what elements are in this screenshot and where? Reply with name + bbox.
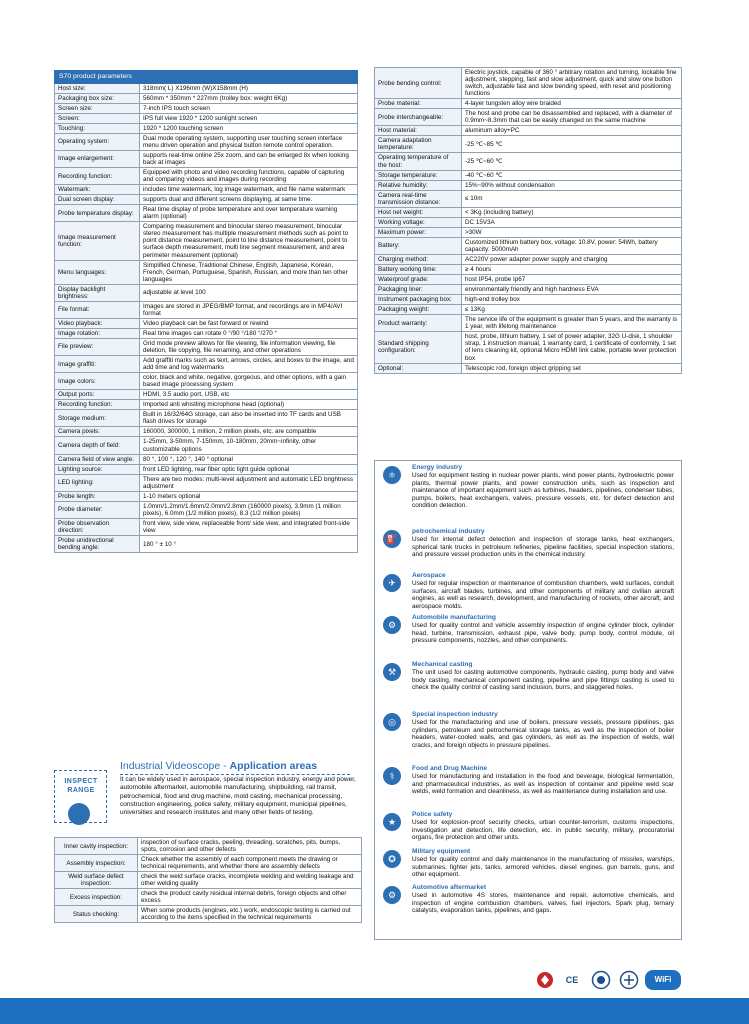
parameter-value: 1.0mm/1.2mm/1.6mm/2.0mm/2.8mm (160000 pixels), 3.9mm (1 million pixels), 6.0mm (1/2 million pixels), 8.3 (1/2 million pixels) bbox=[140, 501, 358, 518]
parameter-value: 7-inch IPS touch screen bbox=[140, 103, 358, 113]
table-row bbox=[55, 318, 358, 328]
parameter-value: 160000, 300000, 1 million, 2 million pixels, etc. are compatible bbox=[140, 427, 358, 437]
parameter-name: Recording function: bbox=[55, 168, 140, 185]
parameter-value: 560mm * 350mm * 227mm (trolley box: weight 6Kg) bbox=[140, 93, 358, 103]
table-row bbox=[55, 889, 362, 906]
parameter-name: Probe diameter: bbox=[55, 501, 140, 518]
table-row bbox=[375, 170, 682, 180]
parameter-name: Packaging liner: bbox=[375, 285, 462, 295]
parameter-value: Electric joystick, capable of 360 ° arbitrary rotation and turning, lockable fine adjustment, stepping, fast and slow adjustment, quick and slow one button switch, adjustable fast and slow bending speed, with reset and positioning functions bbox=[462, 68, 682, 99]
parameter-name: Battery working time: bbox=[375, 265, 462, 275]
table-row bbox=[375, 285, 682, 295]
inspection-type: Status checking: bbox=[55, 906, 138, 923]
table-row bbox=[55, 113, 358, 123]
parameter-value: color, black and white, negative, gorgeous, and other options, with a gain based image processing system bbox=[140, 373, 358, 390]
table-row bbox=[55, 501, 358, 518]
badge-label bbox=[56, 778, 106, 796]
table-row bbox=[55, 205, 358, 222]
application-title: Automobile manufacturing bbox=[412, 614, 496, 621]
automotive-aftermarket-icon: ⚙ bbox=[383, 886, 401, 904]
wifi-logo-icon: WiFi bbox=[645, 970, 681, 990]
parameter-value: There are two modes: multi-level adjustment and automatic LED brightness adjustment bbox=[140, 474, 358, 491]
parameter-value: ≤ 10m bbox=[462, 190, 682, 207]
parameter-value: Comparing measurement and binocular stereo measurement, binocular stereo measurement has multiple measurement methods such as point to point distance measurement, point to line distance measurement, point to surface depth measurement, multi line segment measurement, and area perimeter measurement (optional) bbox=[140, 222, 358, 260]
parameter-value: Built in 16/32/64G storage, can also be inserted into TF cards and USB flash drives for storage bbox=[140, 410, 358, 427]
parameter-name: Recording function: bbox=[55, 400, 140, 410]
parameter-value: -40 ℃~60 ℃ bbox=[462, 170, 682, 180]
applications-list bbox=[374, 460, 682, 940]
inspection-types-section bbox=[54, 837, 362, 923]
certification-logos bbox=[535, 970, 685, 990]
table-row bbox=[55, 195, 358, 205]
parameter-name: Probe bending control: bbox=[375, 68, 462, 99]
parameter-name: Operating temperature of the host: bbox=[375, 153, 462, 170]
target-icon bbox=[68, 803, 90, 825]
ce-mark-icon: CE bbox=[565, 975, 579, 985]
parameter-name: Charging method: bbox=[375, 254, 462, 264]
inspection-description: Check whether the assembly of each component meets the drawing or technical requirements, and whether there are assembly defects bbox=[138, 855, 362, 872]
petrochemical-icon: ⛽ bbox=[383, 530, 401, 548]
application-text: Used for the manufacturing and use of boilers, pressure vessels, pressure pipelines, gas cylinders, petroleum and petrochemical storage tanks, as well as the inspection of boiler headers, water-cooled walls, and gas cylinders, as well as the inspection of welds, wall cracks, and foreign objects in pressure pipelines. bbox=[412, 719, 674, 749]
parameter-value: includes time watermark, log image watermark, and file name watermark bbox=[140, 185, 358, 195]
parameters-title: S70 product parameters bbox=[55, 71, 358, 84]
parameter-value: DC 15V3A bbox=[462, 217, 682, 227]
application-text: Used for quality control and vehicle assembly inspection of engine cylinder block, cylinder head, turbine, transmission, exhaust pipe, valve body, pump body, control module, oil pressure components, nozzles, and other components. bbox=[412, 622, 674, 645]
table-row bbox=[55, 168, 358, 185]
table-row bbox=[55, 373, 358, 390]
parameter-value: environmentally friendly and high hardness EVA bbox=[462, 285, 682, 295]
footer-bar bbox=[0, 998, 749, 1024]
table-row bbox=[55, 150, 358, 167]
table-row bbox=[375, 153, 682, 170]
parameter-name: Lighting source: bbox=[55, 464, 140, 474]
parameter-name: Probe length: bbox=[55, 491, 140, 501]
table-row bbox=[55, 855, 362, 872]
parameter-value: host IP54, probe Ip67 bbox=[462, 275, 682, 285]
parameter-value: 180 ° ± 10 ° bbox=[140, 536, 358, 553]
parameter-name: Camera real-time transmission distance: bbox=[375, 190, 462, 207]
table-row bbox=[375, 315, 682, 332]
table-row bbox=[55, 133, 358, 150]
parameter-value: AC220V power adapter power supply and charging bbox=[462, 254, 682, 264]
parameter-name: Display backlight brightness: bbox=[55, 284, 140, 301]
parameter-name: Camera adaptation temperature: bbox=[375, 136, 462, 153]
inspection-description: When some products (engines, etc.) work, endoscopic testing is carried out according to the items specified in the technical requirements bbox=[138, 906, 362, 923]
product-parameters-continued-section bbox=[374, 67, 682, 374]
iso-seal-icon bbox=[619, 970, 639, 990]
application-text: Used for quality control and daily maintenance in the manufacturing of missiles, warships, submarines, fighter jets, tanks, armored vehicles, diesel engines, gun barrels, guns, and other equipment. bbox=[412, 856, 674, 879]
table-row bbox=[375, 275, 682, 285]
parameter-name: Menu languages: bbox=[55, 260, 140, 284]
table-row bbox=[55, 356, 358, 373]
parameter-name: Image measurement function: bbox=[55, 222, 140, 260]
application-text: Used for internal defect detection and inspection of storage tanks, heat exchangers, spherical tank trucks in petroleum refineries, pipeline facilities, special inspection stations, and pressure vessel production units in the chemical industry. bbox=[412, 536, 674, 559]
application-text: Used for explosion-proof security checks, urban counter-terrorism, customs inspections, investigation and detection, life detection, etc. in public security, military, procuratorial organs, fire protection and other units. bbox=[412, 819, 674, 842]
table-row bbox=[55, 222, 358, 260]
parameter-value: Dual mode operating system, supporting user touching screen interface menu driven operation and physical button remote control operation. bbox=[140, 133, 358, 150]
badge-line-1: INSPECT bbox=[64, 778, 98, 785]
parameter-name: File preview: bbox=[55, 338, 140, 355]
heading-bold: Application areas bbox=[229, 760, 318, 772]
application-text: The unit used for casting automotive components, hydraulic casting, pump body and valve body casting, mechanical component casting, pipeline and pipe fittings casting is used to check the quality control of casting sand inclusion, burrs, and staggered holes. bbox=[412, 669, 674, 692]
parameter-name: Screen: bbox=[55, 113, 140, 123]
parameter-name: Host size: bbox=[55, 83, 140, 93]
parameter-value: Imported anti whistling microphone head (optional) bbox=[140, 400, 358, 410]
parameter-value: 1-25mm, 3-50mm, 7-150mm, 10-180mm, 20mm~infinity, other customizable options bbox=[140, 437, 358, 454]
parameter-value: Customized lithium battery box, voltage: 10.8V, power: 54Wh, battery capacity: 5000mAh bbox=[462, 237, 682, 254]
parameter-value: Grid mode preview allows for file viewing, file information viewing, file deletion, file copying, file renaming, and other operations bbox=[140, 338, 358, 355]
parameter-value: 1920 * 1200 touching screen bbox=[140, 123, 358, 133]
parameter-value: 1-10 meters optional bbox=[140, 491, 358, 501]
parameter-name: Probe observation direction: bbox=[55, 518, 140, 535]
parameter-name: File format: bbox=[55, 301, 140, 318]
parameter-value: front view, side view, replaceable front/ side view, and integrated front-side view bbox=[140, 518, 358, 535]
inspection-description: check the product cavity residual internal debris, foreign objects and other excess bbox=[138, 889, 362, 906]
parameter-name: Image graffiti: bbox=[55, 356, 140, 373]
parameter-name: Packaging weight: bbox=[375, 305, 462, 315]
table-row bbox=[55, 284, 358, 301]
parameter-name: Video playback: bbox=[55, 318, 140, 328]
table-row bbox=[55, 474, 358, 491]
table-row bbox=[55, 464, 358, 474]
parameter-value: Video playback can be fast forward or rewind bbox=[140, 318, 358, 328]
table-header-row bbox=[55, 71, 358, 84]
inspection-type: Excess inspection: bbox=[55, 889, 138, 906]
application-title: Special inspection industry bbox=[412, 711, 498, 718]
table-row bbox=[375, 363, 682, 373]
product-parameters-table bbox=[54, 70, 358, 553]
table-row bbox=[55, 338, 358, 355]
aerospace-icon: ✈ bbox=[383, 574, 401, 592]
parameter-value: -25 ℃~85 ℃ bbox=[462, 136, 682, 153]
parameter-name: Maximum power: bbox=[375, 227, 462, 237]
application-title: Automotive aftermarket bbox=[412, 884, 487, 891]
application-text: Used for equipment testing in nuclear power plants, wind power plants, hydroelectric power plants, thermal power plants, and power construction units, such as inspection and maintenance of important equipment such as turbines, headers, pipelines, condenser tubes, pumps, boilers, heat exchangers, valves, pressure vessels, etc. for defect detection and condition detection. bbox=[412, 472, 674, 510]
table-row bbox=[375, 190, 682, 207]
table-row bbox=[55, 518, 358, 535]
parameter-name: Image enlargement: bbox=[55, 150, 140, 167]
inspection-description: inspection of surface cracks, peeling, threading, scratches, pits, bumps, spots, corrosion and other defects bbox=[138, 838, 362, 855]
parameter-value: 318mm( L) X196mm (W)X158mm (H) bbox=[140, 83, 358, 93]
parameter-name: Optional: bbox=[375, 363, 462, 373]
application-title: Energy industry bbox=[412, 464, 463, 471]
parameter-value: 4-layer tungsten alloy wire braided bbox=[462, 99, 682, 109]
table-row bbox=[375, 305, 682, 315]
table-row bbox=[55, 410, 358, 427]
parameter-name: Packaging box size: bbox=[55, 93, 140, 103]
parameter-value: host, probe, lithium battery, 1 set of power adapter, 32G U-disk, 1 shoulder strap, 1 instruction manual, 1 warranty card, 1 certificate of conformity, 1 set of lens cleaning kit, optional Micro HDMI link cable, portable lever protection box bbox=[462, 332, 682, 363]
parameter-name: Host material: bbox=[375, 126, 462, 136]
application-text: Used for regular inspection or maintenance of combustion chambers, weld surfaces, conduit surfaces, aircraft blades, turbines, and other components of military and civilian aircraft engines, as well as research, development, and manufacturing of rockets, other aircraft, and aerospace molds. bbox=[412, 580, 674, 610]
parameter-name: Output ports: bbox=[55, 390, 140, 400]
table-row bbox=[55, 906, 362, 923]
table-row bbox=[375, 227, 682, 237]
parameter-value: Images are stored in JPEG/BMP format, and recordings are in MP4/AVI format bbox=[140, 301, 358, 318]
parameter-value: 80 °, 100 °, 120 °, 140 ° optional bbox=[140, 454, 358, 464]
table-row bbox=[55, 328, 358, 338]
table-row bbox=[55, 83, 358, 93]
parameter-name: Host net weight: bbox=[375, 207, 462, 217]
automobile-manufacturing-icon: ⚙ bbox=[383, 616, 401, 634]
special-inspection-icon: ◎ bbox=[383, 713, 401, 731]
food-drug-icon: ⚕ bbox=[383, 767, 401, 785]
parameter-name: Probe unidirectional bending angle: bbox=[55, 536, 140, 553]
parameter-value: < 3Kg (including battery) bbox=[462, 207, 682, 217]
parameter-value: supports dual and different screens displaying, at same time. bbox=[140, 195, 358, 205]
table-row bbox=[375, 180, 682, 190]
table-row bbox=[375, 254, 682, 264]
application-areas-heading bbox=[120, 760, 317, 772]
parameter-name: Operating system: bbox=[55, 133, 140, 150]
parameter-value: Telescopic rod, foreign object gripping set bbox=[462, 363, 682, 373]
parameter-name: Touching: bbox=[55, 123, 140, 133]
parameter-name: Battery: bbox=[375, 237, 462, 254]
table-row bbox=[375, 237, 682, 254]
parameter-name: Screen size: bbox=[55, 103, 140, 113]
table-row bbox=[375, 136, 682, 153]
parameter-value: high-end trolley box bbox=[462, 295, 682, 305]
table-row bbox=[55, 93, 358, 103]
badge-line-2: RANGE bbox=[67, 786, 95, 794]
parameter-name: Probe interchangeable: bbox=[375, 109, 462, 126]
inspection-type: Inner cavity inspection: bbox=[55, 838, 138, 855]
parameter-value: -25 ℃~60 ℃ bbox=[462, 153, 682, 170]
table-row bbox=[55, 536, 358, 553]
patent-logo-icon bbox=[535, 970, 555, 990]
table-row bbox=[375, 332, 682, 363]
parameter-value: Real time display of probe temperature and over temperature warning alarm (optional) bbox=[140, 205, 358, 222]
application-title: petrochemical industry bbox=[412, 528, 485, 535]
table-row bbox=[55, 454, 358, 464]
mechanical-casting-icon: ⚒ bbox=[383, 663, 401, 681]
parameter-value: Equipped with photo and video recording functions, capable of capturing and comparing videos and images during recording bbox=[140, 168, 358, 185]
parameter-value: 15%~90% without condensation bbox=[462, 180, 682, 190]
parameter-value: adjustable at level 100 bbox=[140, 284, 358, 301]
table-row bbox=[55, 437, 358, 454]
table-row bbox=[55, 103, 358, 113]
table-row bbox=[55, 400, 358, 410]
inspection-type: Assembly inspection: bbox=[55, 855, 138, 872]
heading-prefix: Industrial Videoscope - bbox=[120, 760, 230, 772]
parameter-name: Instrument packaging box: bbox=[375, 295, 462, 305]
parameter-name: Working voltage: bbox=[375, 217, 462, 227]
parameter-name: Product warranty: bbox=[375, 315, 462, 332]
energy-icon: ⚛ bbox=[383, 466, 401, 484]
table-row bbox=[55, 491, 358, 501]
product-parameters-continued-table bbox=[374, 67, 682, 374]
table-row bbox=[55, 390, 358, 400]
parameter-name: Probe temperature display: bbox=[55, 205, 140, 222]
parameter-name: Storage temperature: bbox=[375, 170, 462, 180]
inspect-range-badge bbox=[54, 770, 109, 825]
table-row bbox=[375, 99, 682, 109]
parameter-value: ≤ 13Kg bbox=[462, 305, 682, 315]
parameter-name: Image rotation: bbox=[55, 328, 140, 338]
inspection-types-table bbox=[54, 837, 362, 923]
parameter-value: The service life of the equipment is greater than 5 years, and the warranty is 1 year, with lifelong maintenance bbox=[462, 315, 682, 332]
parameter-value: ≥ 4 hours bbox=[462, 265, 682, 275]
parameter-name: Relative humidity: bbox=[375, 180, 462, 190]
police-safety-icon: ★ bbox=[383, 813, 401, 831]
parameter-name: Probe material: bbox=[375, 99, 462, 109]
application-text: Used in automotive 4S stores, maintenance and repair, automotive chemicals, and inspection of engine combustion chambers, valves, fuel injectors, Spark plug, ternary catalysts, evaporation tanks, pipelines, and gaps. bbox=[412, 892, 674, 915]
parameter-name: Waterproof grade: bbox=[375, 275, 462, 285]
table-row bbox=[55, 301, 358, 318]
parameter-name: Dual screen display: bbox=[55, 195, 140, 205]
table-row bbox=[55, 185, 358, 195]
parameter-value: front LED lighting, rear fiber optic light guide optional bbox=[140, 464, 358, 474]
table-row bbox=[55, 838, 362, 855]
application-title: Food and Drug Machine bbox=[412, 765, 488, 772]
table-row bbox=[375, 265, 682, 275]
quality-seal-icon bbox=[591, 970, 611, 990]
table-row bbox=[375, 295, 682, 305]
table-row bbox=[375, 126, 682, 136]
parameter-name: Camera pixels: bbox=[55, 427, 140, 437]
table-row bbox=[375, 217, 682, 227]
military-icon: ✪ bbox=[383, 850, 401, 868]
parameter-value: Real time images can rotate 0 °/90 °/180 °/270 ° bbox=[140, 328, 358, 338]
parameter-name: LED lighting: bbox=[55, 474, 140, 491]
heading-divider bbox=[120, 774, 350, 775]
table-row bbox=[375, 68, 682, 99]
application-text: Used for manufacturing and installation in the food and beverage, biological fermentation, and pharmaceutical industries, as well as inspection of container and pipeline weld scar welds, weld formation and cleanliness, as well as maintenance during installation and use. bbox=[412, 773, 674, 796]
table-row bbox=[375, 109, 682, 126]
application-title: Mechanical casting bbox=[412, 661, 473, 668]
table-row bbox=[55, 872, 362, 889]
parameter-value: Add graffiti marks such as text, arrows, circles, and boxes to the image, and add time and log watermarks bbox=[140, 356, 358, 373]
table-row bbox=[55, 427, 358, 437]
parameter-name: Image colors: bbox=[55, 373, 140, 390]
application-title: Military equipment bbox=[412, 848, 471, 855]
parameter-name: Camera field of view angle: bbox=[55, 454, 140, 464]
parameter-name: Watermark: bbox=[55, 185, 140, 195]
parameter-value: aluminum alloy+PC bbox=[462, 126, 682, 136]
parameter-value: Simplified Chinese, Traditional Chinese, English, Japanese, Korean, French, German, Portuguese, Spanish, Russian, and more than ten other languages bbox=[140, 260, 358, 284]
application-title: Aerospace bbox=[412, 572, 446, 579]
table-row bbox=[55, 260, 358, 284]
parameter-value: supports real-time online 25x zoom, and can be enlarged 8x when looking back at images bbox=[140, 150, 358, 167]
parameter-value: The host and probe can be disassembled and replaced, with a diameter of 0.9mm~8.3mm that can be easily changed on the same machine bbox=[462, 109, 682, 126]
parameter-value: HDMI, 3.5 audio port, USB, etc bbox=[140, 390, 358, 400]
parameter-value: >30W bbox=[462, 227, 682, 237]
parameter-name: Standard shipping configuration: bbox=[375, 332, 462, 363]
table-row bbox=[375, 207, 682, 217]
parameter-value: IPS full view 1920 * 1200 sunlight screen bbox=[140, 113, 358, 123]
product-parameters-section bbox=[54, 70, 358, 553]
application-areas-description: It can be widely used in aerospace, special inspection industry, energy and power, automobile aftermarket, automobile manufacturing, shipbuilding, rail transit, petrochemical, food and drug machine, mold casting, mechanical processing, construction engineering, police safety, military equipment, municipal pipelines, universities and research institutes and many other fields of testing. bbox=[120, 776, 356, 817]
inspection-type: Weld surface defect inspection: bbox=[55, 872, 138, 889]
parameter-name: Storage medium: bbox=[55, 410, 140, 427]
application-title: Police safety bbox=[412, 811, 453, 818]
inspection-description: check the weld surface cracks, incomplete welding and welding leakage and other welding quality bbox=[138, 872, 362, 889]
parameter-name: Camera depth of field: bbox=[55, 437, 140, 454]
table-row bbox=[55, 123, 358, 133]
